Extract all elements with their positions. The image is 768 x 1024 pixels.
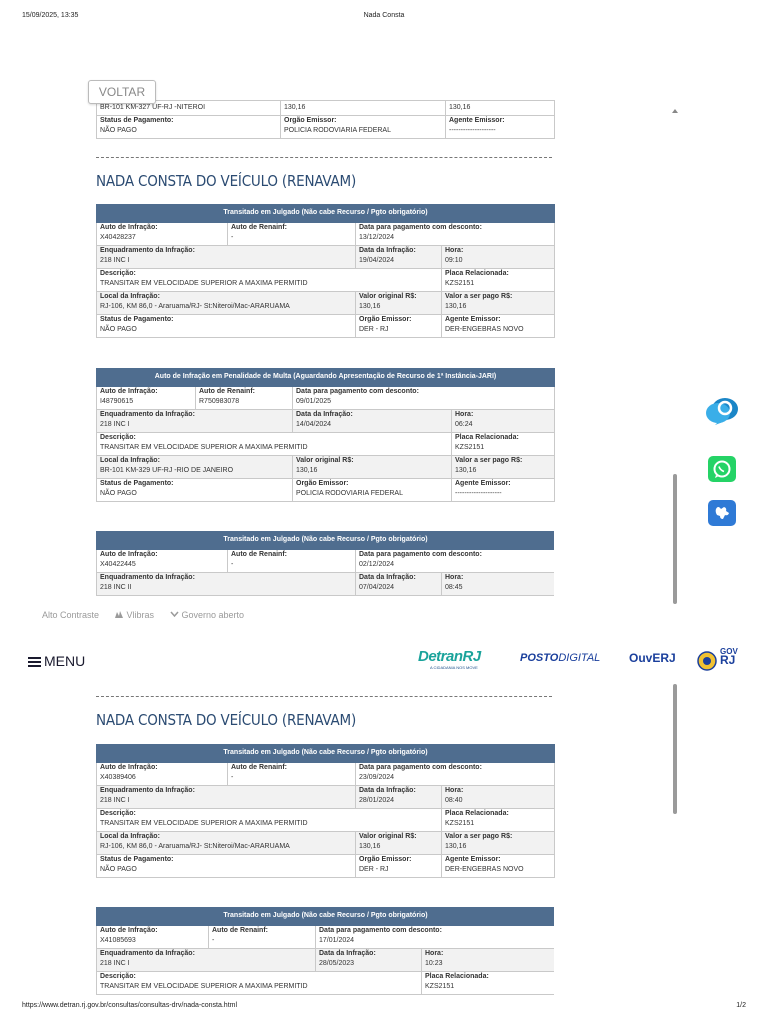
status-value: NÃO PAGO bbox=[100, 326, 137, 333]
orgao-value: DER - RJ bbox=[359, 866, 389, 873]
section-title: NADA CONSTA DO VEÍCULO (RENAVAM) bbox=[96, 172, 357, 190]
table-header: Transitado em Julgado (Não cabe Recurso / Pgto obrigatório) bbox=[97, 205, 555, 223]
valor-pagar-value: 130,16 bbox=[445, 843, 467, 850]
auto-infracao-label: Auto de Infração: bbox=[100, 927, 158, 934]
valor-original-value: 130,16 bbox=[359, 303, 381, 310]
data-infracao-label: Data da Infração: bbox=[359, 247, 416, 254]
placa-label: Placa Relacionada: bbox=[455, 434, 519, 441]
orgao-value: POLICIA RODOVIARIA FEDERAL bbox=[284, 127, 391, 134]
hora-label: Hora: bbox=[445, 247, 464, 254]
valor-pagar-label: Valor a ser pago R$: bbox=[445, 293, 513, 300]
auto-infracao-label: Auto de Infração: bbox=[100, 388, 158, 395]
auto-infracao-label: Auto de Infração: bbox=[100, 551, 158, 558]
agente-value: DER-ENGEBRAS NOVO bbox=[445, 866, 524, 873]
descricao-label: Descrição: bbox=[100, 434, 136, 441]
ouverj-logo[interactable] bbox=[629, 651, 676, 665]
chat-button[interactable] bbox=[704, 396, 740, 426]
hora-value: 08:45 bbox=[445, 584, 463, 591]
auto-renainf-label: Auto de Renainf: bbox=[199, 388, 255, 395]
auto-renainf-value: - bbox=[212, 937, 215, 944]
enquadramento-label: Enquadramento da Infração: bbox=[100, 411, 195, 418]
placa-value: KZS2151 bbox=[455, 444, 485, 451]
scrollbar[interactable] bbox=[672, 108, 678, 608]
detran-logo[interactable] bbox=[418, 648, 498, 674]
data-pagamento-value: 09/01/2025 bbox=[296, 398, 332, 405]
print-header bbox=[22, 12, 746, 22]
local-label: Local da Infração: bbox=[100, 833, 160, 840]
section-title: NADA CONSTA DO VEÍCULO (RENAVAM) bbox=[96, 711, 357, 729]
chevron-down-icon bbox=[170, 611, 179, 618]
rj-logo-text: RJ bbox=[720, 653, 736, 667]
descricao-value: TRANSITAR EM VELOCIDADE SUPERIOR A MAXIMA PERMITID bbox=[100, 280, 308, 287]
orgao-value: POLICIA RODOVIARIA FEDERAL bbox=[296, 490, 403, 497]
data-pagamento-value: 02/12/2024 bbox=[359, 561, 395, 568]
hora-value: 06:24 bbox=[455, 421, 473, 428]
status-label: Status de Pagamento: bbox=[100, 316, 174, 323]
auto-infracao-label: Auto de Infração: bbox=[100, 764, 158, 771]
enquadramento-value: 218 INC I bbox=[100, 421, 130, 428]
gov-logo-text: GOV bbox=[720, 647, 738, 656]
site-header bbox=[0, 642, 768, 680]
digital-logo-part: DIGITAL bbox=[558, 652, 601, 664]
placa-value: KZS2151 bbox=[425, 983, 455, 990]
scroll-thumb[interactable] bbox=[673, 684, 677, 814]
accessibility-button[interactable] bbox=[708, 500, 736, 526]
vlibras-hands-icon bbox=[114, 610, 124, 619]
orgao-label: Orgão Emissor: bbox=[359, 316, 412, 323]
status-value: NÃO PAGO bbox=[100, 866, 137, 873]
placa-label: Placa Relacionada: bbox=[445, 810, 509, 817]
detran-logo-text: DetranRJ bbox=[418, 648, 481, 665]
placa-label: Placa Relacionada: bbox=[425, 973, 489, 980]
auto-renainf-value: R750983078 bbox=[199, 398, 240, 405]
local-value: BR-101 KM-329 UF-RJ -RIO DE JANEIRO bbox=[100, 467, 234, 474]
hora-label: Hora: bbox=[455, 411, 474, 418]
data-pagamento-value: 23/09/2024 bbox=[359, 774, 395, 781]
gov-rj-logo[interactable] bbox=[696, 647, 742, 675]
auto-infracao-value: X41085693 bbox=[100, 937, 136, 944]
enquadramento-label: Enquadramento da Infração: bbox=[100, 574, 195, 581]
chat-icon bbox=[704, 396, 740, 426]
hora-value: 08:40 bbox=[445, 797, 463, 804]
valor-original-value: 130,16 bbox=[359, 843, 381, 850]
vlibras-link[interactable] bbox=[114, 610, 154, 620]
data-infracao-value: 07/04/2024 bbox=[359, 584, 395, 591]
hora-label: Hora: bbox=[425, 950, 444, 957]
local-value: RJ-106, KM 86,0 - Araruama/RJ- St:Niteroi/Mac-ARARUAMA bbox=[100, 843, 290, 850]
data-infracao-label: Data da Infração: bbox=[359, 787, 416, 794]
posto-logo-part: POSTO bbox=[520, 652, 559, 664]
print-title: Nada Consta bbox=[363, 12, 405, 19]
data-infracao-value: 19/04/2024 bbox=[359, 257, 395, 264]
agente-value: -------------------- bbox=[449, 127, 496, 134]
data-pagamento-value: 13/12/2024 bbox=[359, 234, 395, 241]
data-infracao-value: 14/04/2024 bbox=[296, 421, 332, 428]
enquadramento-value: 218 INC I bbox=[100, 257, 130, 264]
valor-pagar-label: Valor a ser pago R$: bbox=[455, 457, 523, 464]
scroll-thumb[interactable] bbox=[673, 474, 677, 604]
local-label: Local da Infração: bbox=[100, 293, 160, 300]
data-infracao-label: Data da Infração: bbox=[296, 411, 353, 418]
print-datetime: 15/09/2025, 13:35 bbox=[22, 12, 79, 19]
valor-original-value: 130,16 bbox=[296, 467, 318, 474]
enquadramento-label: Enquadramento da Infração: bbox=[100, 247, 195, 254]
vlibras-label: Vlibras bbox=[126, 610, 155, 620]
enquadramento-value: 218 INC II bbox=[100, 584, 132, 591]
enquadramento-label: Enquadramento da Infração: bbox=[100, 787, 195, 794]
auto-renainf-label: Auto de Renainf: bbox=[231, 224, 287, 231]
agente-label: Agente Emissor: bbox=[449, 117, 505, 124]
data-infracao-label: Data da Infração: bbox=[319, 950, 376, 957]
scroll-up-arrow-icon[interactable] bbox=[672, 108, 678, 114]
print-url: https://www.detran.rj.gov.br/consultas/consultas-drv/nada-consta.html bbox=[22, 1002, 238, 1009]
voltar-button[interactable]: VOLTAR bbox=[88, 80, 156, 104]
data-pagamento-value: 17/01/2024 bbox=[319, 937, 355, 944]
auto-renainf-value: - bbox=[231, 234, 234, 241]
agente-label: Agente Emissor: bbox=[445, 856, 501, 863]
placa-value: KZS2151 bbox=[445, 820, 475, 827]
rj-coat-of-arms-icon bbox=[696, 649, 718, 673]
status-label: Status de Pagamento: bbox=[100, 480, 174, 487]
auto-renainf-value: - bbox=[231, 774, 234, 781]
orgao-label: Orgão Emissor: bbox=[284, 117, 337, 124]
auto-infracao-value: X40422445 bbox=[100, 561, 136, 568]
infraction-table bbox=[96, 744, 554, 878]
auto-infracao-value: I48790615 bbox=[100, 398, 134, 405]
agente-label: Agente Emissor: bbox=[455, 480, 511, 487]
valor-pagar-label: Valor a ser pago R$: bbox=[445, 833, 513, 840]
status-value: NÃO PAGO bbox=[100, 127, 137, 134]
descricao-label: Descrição: bbox=[100, 973, 136, 980]
partial-infraction-table bbox=[96, 100, 554, 139]
valor-original-label: Valor original R$: bbox=[359, 833, 417, 840]
detran-tagline: A CIDADANIA NOS MOVE bbox=[430, 665, 478, 670]
whatsapp-button[interactable] bbox=[708, 456, 736, 482]
data-pagamento-label: Data para pagamento com desconto: bbox=[359, 551, 482, 558]
agente-value: DER-ENGEBRAS NOVO bbox=[445, 326, 524, 333]
hora-label: Hora: bbox=[445, 574, 464, 581]
print-footer bbox=[22, 1002, 746, 1012]
valor-original-value: 130,16 bbox=[284, 104, 306, 111]
enquadramento-value: 218 INC I bbox=[100, 960, 130, 967]
enquadramento-label: Enquadramento da Infração: bbox=[100, 950, 195, 957]
enquadramento-value: 218 INC I bbox=[100, 797, 130, 804]
auto-renainf-label: Auto de Renainf: bbox=[212, 927, 268, 934]
table-header: Transitado em Julgado (Não cabe Recurso / Pgto obrigatório) bbox=[97, 745, 555, 763]
status-value: NÃO PAGO bbox=[100, 490, 137, 497]
auto-renainf-value: - bbox=[231, 561, 234, 568]
scrollbar[interactable] bbox=[672, 682, 678, 1002]
status-label: Status de Pagamento: bbox=[100, 117, 174, 124]
infraction-table bbox=[96, 204, 554, 338]
orgao-value: DER - RJ bbox=[359, 326, 389, 333]
placa-value: KZS2151 bbox=[445, 280, 475, 287]
data-infracao-label: Data da Infração: bbox=[359, 574, 416, 581]
hora-value: 10:23 bbox=[425, 960, 443, 967]
auto-renainf-label: Auto de Renainf: bbox=[231, 764, 287, 771]
auto-renainf-label: Auto de Renainf: bbox=[231, 551, 287, 558]
print-page-number: 1/2 bbox=[736, 1002, 746, 1009]
local-value: BR-101 KM-327 UF-RJ -NITEROI bbox=[100, 104, 206, 111]
infraction-table bbox=[96, 368, 554, 502]
descricao-label: Descrição: bbox=[100, 810, 136, 817]
posto-digital-logo[interactable] bbox=[520, 652, 600, 664]
local-label: Local da Infração: bbox=[100, 457, 160, 464]
menu-icon bbox=[28, 655, 41, 669]
accessibility-icon bbox=[708, 500, 736, 526]
orgao-label: Orgão Emissor: bbox=[359, 856, 412, 863]
hora-value: 09:10 bbox=[445, 257, 463, 264]
alto-contraste-link[interactable]: Alto Contraste bbox=[42, 610, 100, 620]
descricao-value: TRANSITAR EM VELOCIDADE SUPERIOR A MAXIMA PERMITID bbox=[100, 983, 308, 990]
status-label: Status de Pagamento: bbox=[100, 856, 174, 863]
data-infracao-value: 28/05/2023 bbox=[319, 960, 355, 967]
governo-aberto-label: Governo aberto bbox=[181, 610, 245, 620]
agente-value: -------------------- bbox=[455, 490, 502, 497]
data-pagamento-label: Data para pagamento com desconto: bbox=[359, 764, 482, 771]
infraction-table bbox=[96, 907, 554, 1000]
table-header: Transitado em Julgado (Não cabe Recurso / Pgto obrigatório) bbox=[97, 908, 555, 926]
valor-pagar-value: 130,16 bbox=[449, 104, 471, 111]
divider bbox=[96, 696, 552, 697]
table-header: Transitado em Julgado (Não cabe Recurso / Pgto obrigatório) bbox=[97, 532, 555, 550]
valor-original-label: Valor original R$: bbox=[296, 457, 354, 464]
data-pagamento-label: Data para pagamento com desconto: bbox=[296, 388, 419, 395]
data-infracao-value: 28/01/2024 bbox=[359, 797, 395, 804]
orgao-label: Orgão Emissor: bbox=[296, 480, 349, 487]
data-pagamento-label: Data para pagamento com desconto: bbox=[319, 927, 442, 934]
menu-button[interactable] bbox=[28, 653, 85, 669]
auto-infracao-value: X40428237 bbox=[100, 234, 136, 241]
auto-infracao-value: X40389406 bbox=[100, 774, 136, 781]
placa-label: Placa Relacionada: bbox=[445, 270, 509, 277]
divider bbox=[96, 157, 552, 158]
agente-label: Agente Emissor: bbox=[445, 316, 501, 323]
descricao-value: TRANSITAR EM VELOCIDADE SUPERIOR A MAXIMA PERMITID bbox=[100, 820, 308, 827]
ouverj-logo-text: OuvERJ bbox=[629, 651, 676, 665]
whatsapp-icon bbox=[708, 456, 736, 482]
local-value: RJ-106, KM 86,0 - Araruama/RJ- St:Niteroi/Mac-ARARUAMA bbox=[100, 303, 290, 310]
governo-aberto-link[interactable] bbox=[170, 610, 244, 620]
descricao-value: TRANSITAR EM VELOCIDADE SUPERIOR A MAXIMA PERMITID bbox=[100, 444, 308, 451]
auto-infracao-label: Auto de Infração: bbox=[100, 224, 158, 231]
valor-pagar-value: 130,16 bbox=[445, 303, 467, 310]
hora-label: Hora: bbox=[445, 787, 464, 794]
table-header: Auto de Infração em Penalidade de Multa (Aguardando Apresentação de Recurso de 1ª Instância-JARI) bbox=[97, 369, 555, 387]
valor-pagar-value: 130,16 bbox=[455, 467, 477, 474]
descricao-label: Descrição: bbox=[100, 270, 136, 277]
infraction-table bbox=[96, 531, 554, 606]
valor-original-label: Valor original R$: bbox=[359, 293, 417, 300]
menu-label: MENU bbox=[44, 653, 86, 669]
data-pagamento-label: Data para pagamento com desconto: bbox=[359, 224, 482, 231]
